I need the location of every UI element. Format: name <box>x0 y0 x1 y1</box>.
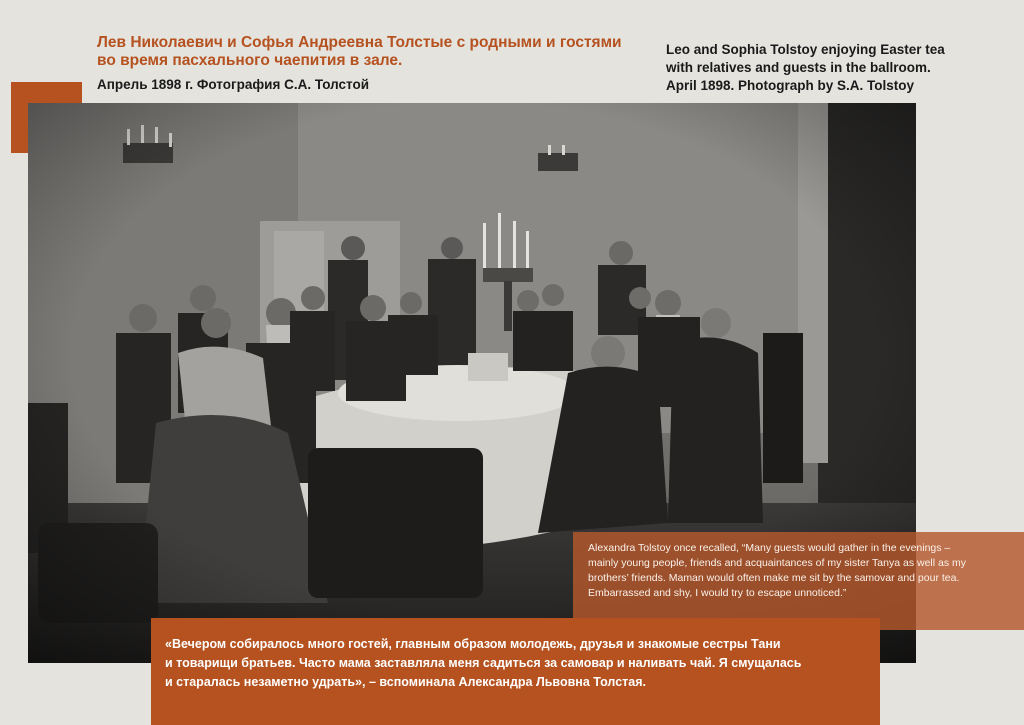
title-ru-line-2: во время пасхального чаепития в зале. <box>97 52 403 69</box>
quote-ru-line-3: и старалась незаметно удрать», – вспоминала Александра Львовна Толстая. <box>165 675 646 689</box>
quote-en-line-3: brothers’ friends. Maman would often make me sit by the samovar and pour tea. <box>588 572 960 584</box>
quote-ru-line-2: и товарищи братьев. Часто мама заставляла меня садиться за самовар и наливать чай. Я смущалась <box>165 656 802 670</box>
photo-caption-ru: Апрель 1898 г. Фотография С.А. Толстой <box>97 77 370 92</box>
caption-en-line-1: Leo and Sophia Tolstoy enjoying Easter tea <box>666 42 945 57</box>
quote-en-line-4: Embarrassed and shy, I would try to escape unnoticed.” <box>588 587 847 599</box>
quote-en <box>573 532 1024 630</box>
caption-en-line-2: with relatives and guests in the ballroom. <box>666 60 931 75</box>
quote-en-line-1: Alexandra Tolstoy once recalled, “Many guests would gather in the evenings – <box>588 542 951 554</box>
quote-en-line-2: mainly young people, friends and acquaintances of my sister Tanya as well as my <box>588 557 967 569</box>
quote-ru-line-1: «Вечером собиралось много гостей, главным образом молодежь, друзья и знакомые сестры Тани <box>165 637 781 651</box>
title-ru-line-1: Лев Николаевич и Софья Андреевна Толстые с родными и гостями <box>97 34 622 51</box>
caption-en-line-3: April 1898. Photograph by S.A. Tolstoy <box>666 78 915 93</box>
title-ru <box>97 34 657 70</box>
quote-ru <box>151 618 880 725</box>
caption-en <box>666 41 986 95</box>
